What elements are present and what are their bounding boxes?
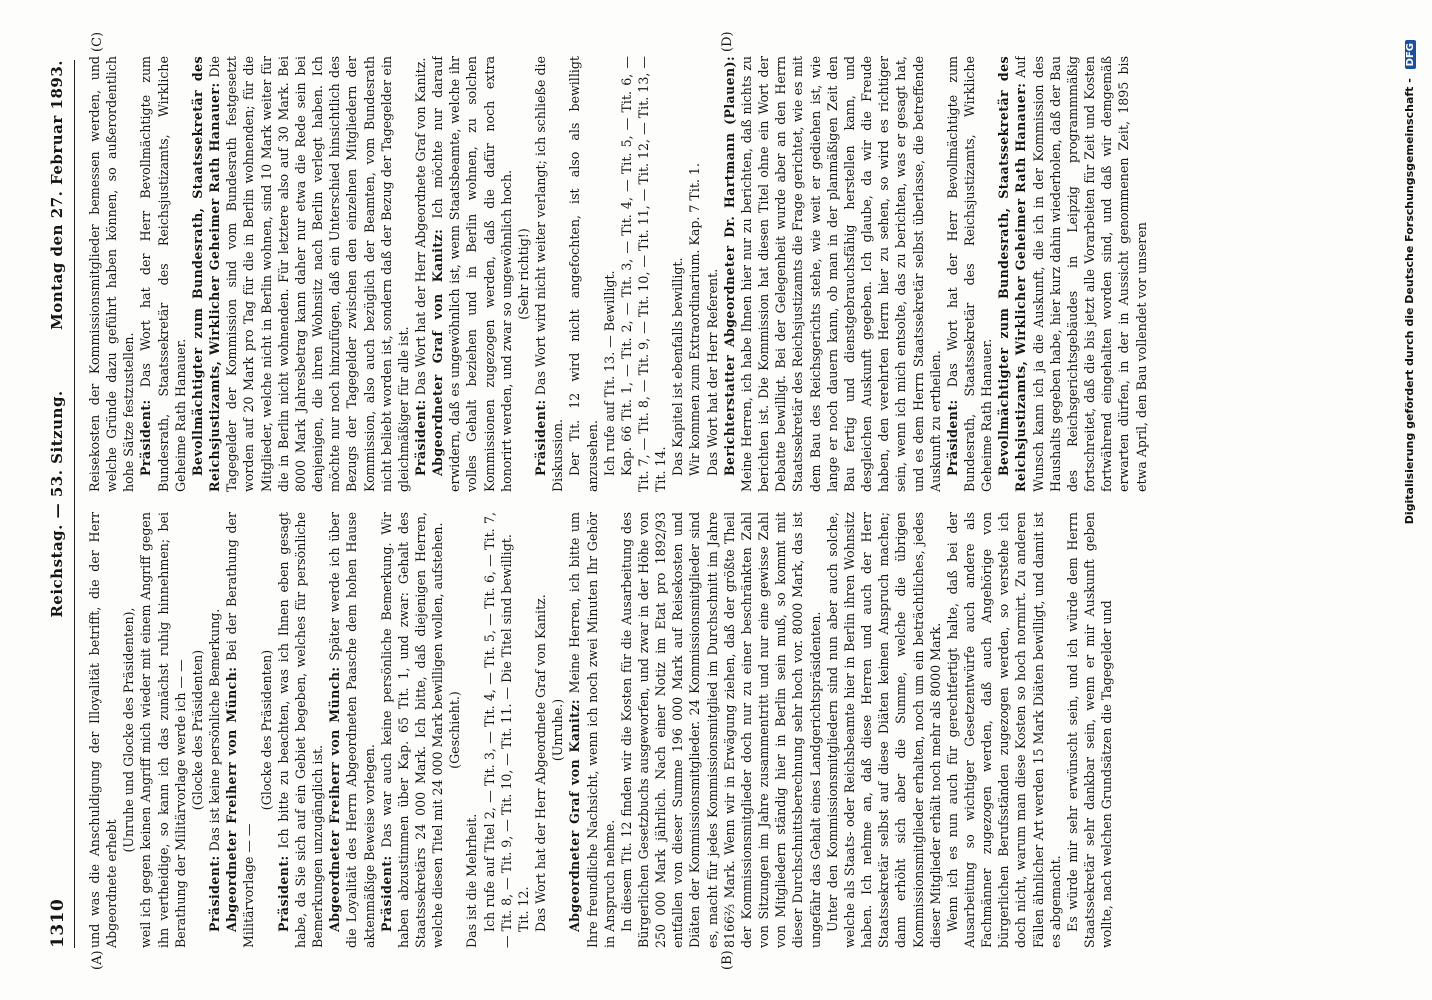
header-rule (74, 60, 75, 948)
paragraph: (Unruhe.) (550, 698, 566, 762)
paragraph: (Sehr richtig!) (515, 228, 531, 320)
speaker-name: Präsident: (378, 855, 394, 932)
paragraph: Das Wort hat der Herr Referent. (704, 268, 720, 476)
paragraph: Wir kommen zum Extraordinarium. Kap. 7 Tit. 1. (687, 163, 703, 476)
paragraph: Abgeordneter Freiherr von Münch: Bei der Berathung der Militärvorlage — — (224, 512, 257, 948)
paragraph: Das Wort hat der Herr Abgeordnete Graf von Kanitz. (533, 594, 549, 932)
speaker-name: Präsident: (207, 855, 223, 932)
paragraph: (Glocke des Präsidenten) (189, 649, 205, 811)
speaker-name: Präsident: (138, 399, 154, 476)
paragraph: Präsident: Ich bitte zu beachten, was ich Ihnen eben gesagt habe, da Sie sich auf ein Gebiet begeben, welches für persönliche Bemerkungen unzugänglich ist. (275, 512, 326, 948)
paragraph: Präsident: Das Wort wird nicht weiter verlangt; ich schließe die Diskussion. (533, 56, 566, 492)
speaker-name: Abgeordneter Freiherr von Münch: (327, 666, 343, 932)
paragraph: (Geschieht.) (447, 691, 463, 769)
paragraph: Präsident: Das Wort hat der Herr Bevollmächtigte zum Bundesrath, Staatssekretär des Reichsjustizamts, Wirkliche Geheime Rath Hanauer. (944, 56, 995, 492)
speaker-name: Abgeordneter Graf von Kanitz: (567, 699, 583, 932)
speaker-name: Präsident: (412, 399, 428, 476)
paragraph: Tit. 12. (515, 886, 531, 932)
text-column-left (86, 512, 1366, 948)
paragraph: Bevollmächtigter zum Bundesrath, Staatssekretär des Reichsjustizamts, Wirklicher Geheimer Rath Hanauer: Die Tagegelder der Kommission sind vom Bundesrath festgesetzt worden auf 20 Mark pro Tag für die in Berlin wohnenden; für die Mitglieder, welche nicht in Berlin wohnen, sind 10 Mark weiter für die in Berlin nicht wohnenden. Für letztere also auf 30 Mark. Bei 8000 Mark Jahresbetrag kann daher nur etwa die Rede sein bei denjenigen, die ihren Wohnsitz nach Berlin verlegt haben. Ich möchte nur noch hinzufügen, daß ein Unterschied hinsichtlich des Bezugs der Tagegelder zwischen den einzelnen Mitgliedern der Kommission, also auch bezüglich der Beamten, vom Bundesrath nicht beliebt worden ist, sondern daß der Bezug der Tagegelder ein gleichmäßiger für alle ist. (189, 56, 411, 492)
margin-marker-d: (D) (720, 31, 735, 52)
paragraph: Der Tit. 12 wird nicht angefochten, ist also als bewilligt anzusehen. (567, 56, 600, 492)
text-column-right (86, 56, 1366, 492)
speaker-name: Bevollmächtigter zum Bundesrath, Staatssekretär des Reichsjustizamts, Wirklicher Geheimer Rath Hanauer: (996, 56, 1029, 492)
paragraph: Präsident: Das war auch keine persönliche Bemerkung. Wir haben abzustimmen über Kap. 65 Tit. 1, und zwar: Gehalt des Staatssekretärs 24 000 Mark. Ich bitte, daß diejenigen Herren, welche diesen Titel mit 24 000 Mark bewilligen wollen, aufstehen. (378, 512, 446, 948)
margin-marker-a: (A) (90, 950, 105, 970)
speaker-name: Berichterstatter Abgeordneter Dr. Hartmann (Plauen): (721, 56, 737, 476)
paragraph: Ich rufe auf Titel 2, — Tit. 3, — Tit. 4, — Tit. 5, — Tit. 6, — Tit. 7, — Tit. 8, — Tit. 9, — Tit. 10, — Tit. 11. — Die Titel sind bewilligt. (481, 512, 514, 948)
paragraph: Ich rufe auf Tit. 13. — Bewilligt. (601, 270, 617, 476)
paragraph: Reisekosten der Kommissionsmitglieder bemessen werden, und welche Gründe dazu geführt haben können, so außerordentlich hohe Sätze festzustellen. (87, 56, 137, 492)
speaker-name: Präsident: (533, 399, 549, 476)
speaker-name: Präsident: (275, 855, 291, 932)
speaker-name: Bevollmächtigter zum Bundesrath, Staatssekretär des Reichsjustizamts, Wirklicher Geheimer Rath Hanauer: (189, 56, 223, 492)
paragraph: In diesem Tit. 12 finden wir die Kosten für die Ausarbeitung des Bürgerlichen Gesetzbuchs ausgeworfen, und zwar in der Höhe von 250 000 Mark jährlich. Nach einer Notiz im Etat pro 1892/93 entfallen von dieser Summe 196 000 Mark auf Reisekosten und Diäten der Kommissionsmitglieder. 24 Kommissionsmitglieder sind es, macht für jedes Kommissionsmitglied im Durchschnitt im Jahre 8166⅔ Mark. Wenn wir in Erwägung ziehen, daß der größte Theil der Kommissionsmitglieder doch nur zu einer beschränkten Zahl von Sitzungen im Jahre zusammentritt und nur eine gewisse Zahl von Mitgliedern ständig hier in Berlin sein muß, so kommt mit dieser Durchschnittsberechnung sehr hoch vor. 8000 Mark, das ist ungefähr das Gehalt eines Landgerichtspräsidenten. (618, 512, 823, 948)
paragraph: (Glocke des Präsidenten) (258, 649, 274, 811)
paragraph: Präsident: Das Wort hat der Herr Abgeordnete Graf von Kanitz. (412, 57, 428, 476)
speaker-name: Abgeordneter Graf von Kanitz: (430, 228, 446, 476)
margin-marker-b: (B) (720, 950, 735, 970)
dfg-logo: DFG (1405, 40, 1416, 69)
paragraph: Es würde mir sehr erwünscht sein, und ich würde dem Herrn Staatssekretär sehr dankbar sein, wenn er mir Auskunft geben wollte, nach welchen Grundsätzen die Tagegelder und (1064, 512, 1115, 948)
paragraph: Bevollmächtigter zum Bundesrath, Staatssekretär des Reichsjustizamts, Wirklicher Geheimer Rath Hanauer: Auf Wunsch kann ich ja die Auskunft, die ich in der Kommission des Haushalts gegeben habe, hier kurz dahin wiederholen, daß der Bau des Reichsgerichtsgebäudes in Leipzig programmmäßig fortschreitet, daß die bis jetzt alle Vorarbeiten für Zeit und Kosten fortwährend eingehalten worden sind, und daß wir demgemäß erwarten dürfen, in der in Aussicht genommenen Zeit, 1895 bis etwa April, den Bau vollendet vor unseren (996, 56, 1149, 492)
paragraph: (Unruhe und Glocke des Präsidenten), (121, 607, 137, 853)
paragraph: Präsident: Das Wort hat der Herr Bevollmächtigte zum Bundesrath, Staatssekretär des Reichsjustizamts, Wirkliche Geheime Rath Hanauer. (138, 56, 188, 492)
paragraph: Abgeordneter Graf von Kanitz: Meine Herren, ich bitte um Ihre freundliche Nachsicht, wenn ich noch zwei Minuten Ihr Gehör in Anspruch nehme. (567, 512, 617, 948)
paragraph: Abgeordneter Graf von Kanitz: Ich möchte nur darauf erwidern, daß es ungewöhnlich ist, wenn Staatsbeamte, welche ihr volles Gehalt beziehen und in Berlin wohnen, zu solchen Kommissionen zugezogen werden, daß die dafür noch extra honorirt werden, und zwar so ungewöhnlich hoch. (430, 56, 514, 492)
margin-marker-c: (C) (90, 31, 105, 52)
paragraph: Berichterstatter Abgeordneter Dr. Hartmann (Plauen): Meine Herren, ich habe Ihnen hier nur zu berichten, daß nichts zu berichten ist. Die Kommission hat diesen Titel ohne ein Wort der Debatte bewilligt. Bei der Gelegenheit wurde aber an den Herrn Staatssekretär des Reichsjustizamts die Frage gerichtet, wie es mit dem Bau des Reichsgerichts stehe, wie weit er gediehen ist, wie lange er noch dauern kann, ob man in der planmäßigen Zeit den Bau fertig und dienstgebrauchsfähig herstellen kann, und desgleichen Auskunft gegeben. Ich glaube, da wir die Freude haben, den verehrten Herrn hier zu sehen, so wird es richtiger sein, wenn ich mich entsolte, das zu berichten, was er gesagt hat, und es dem Herrn Staatssekretär selbst überlasse, die betreffende Auskunft zu ertheilen. (721, 56, 943, 492)
paragraph: weil ich gegen keinen Angriff mich wieder mit einem Angriff gegen ihn vertheidige, so kann ich das zunächst ruhig hinnehmen; bei Berathung der Militärvorlage werde ich — — (138, 512, 188, 948)
paragraph: Kap. 66 Tit. 1, — Tit. 2, — Tit. 3, — Tit. 4, — Tit. 5, — Tit. 6, — Tit. 7, — Tit. 8, — Tit. 9, — Tit. 10, — Tit. 11, — Tit. 12, — Tit. 13, — Tit. 14. (618, 56, 669, 492)
page-number: 1310 (48, 898, 68, 948)
speaker-name: Abgeordneter Freiherr von Münch: (224, 666, 240, 932)
running-header (46, 60, 72, 948)
speaker-name: Präsident: (944, 399, 960, 476)
paragraph: Abgeordneter Freiherr von Münch: Später werde ich über die Loyalität des Herrn Abgeordneten Paasche dem hohen Hause aktenmäßige Beweise vorlegen. (327, 512, 377, 948)
paragraph: Wenn ich es nun auch für gerechtfertigt halte, daß bei der Ausarbeitung so wichtiger Gesetzentwürfe auch andere als Fachmänner zugezogen werden, daß auch Angehörige von bürgerlichen Berufsständen zugezogen werden, so verstehe ich doch nicht, warum man diese Kosten so hoch normirt. Zu anderen Fällen ähnlicher Art werden 15 Mark Diäten bewilligt, und damit ist es abgemacht. (944, 512, 1063, 948)
digitization-credit (1403, 40, 1419, 700)
session-date: Montag den 27. Februar 1893. (48, 60, 66, 330)
paragraph: Präsident: Das ist keine persönliche Bemerkung. (207, 608, 223, 932)
paragraph: und was die Anschuldigung der Illoyalität betrifft, die der Herr Abgeordnete erhebt (87, 512, 120, 948)
paragraph: Das ist die Mehrheit. (464, 813, 480, 948)
paragraph: Das Kapitel ist ebenfalls bewilligt. (670, 257, 686, 476)
digitization-credit-text: Digitalisierung gefördert durch die Deutsche Forschungsgemeinschaft - (1403, 78, 1416, 525)
paragraph: Unter den Kommissionsmitgliedern sind nun aber auch solche, welche als Staats- oder Reichsbeamte hier in Berlin ihren Wohnsitz haben. Ich nehme an, daß diese Herren und auch der Herr Staatssekretär selbst auf diese Diäten keinen Anspruch machen; dann erhöht sich aber die Summe, welche die übrigen Kommissionsmitglieder erhalten, noch um ein beträchtliches, jedes dieser Mitglieder erhält noch mehr als 8000 Mark. (824, 512, 943, 948)
session-title: Reichstag. — 53. Sitzung. (48, 390, 66, 618)
